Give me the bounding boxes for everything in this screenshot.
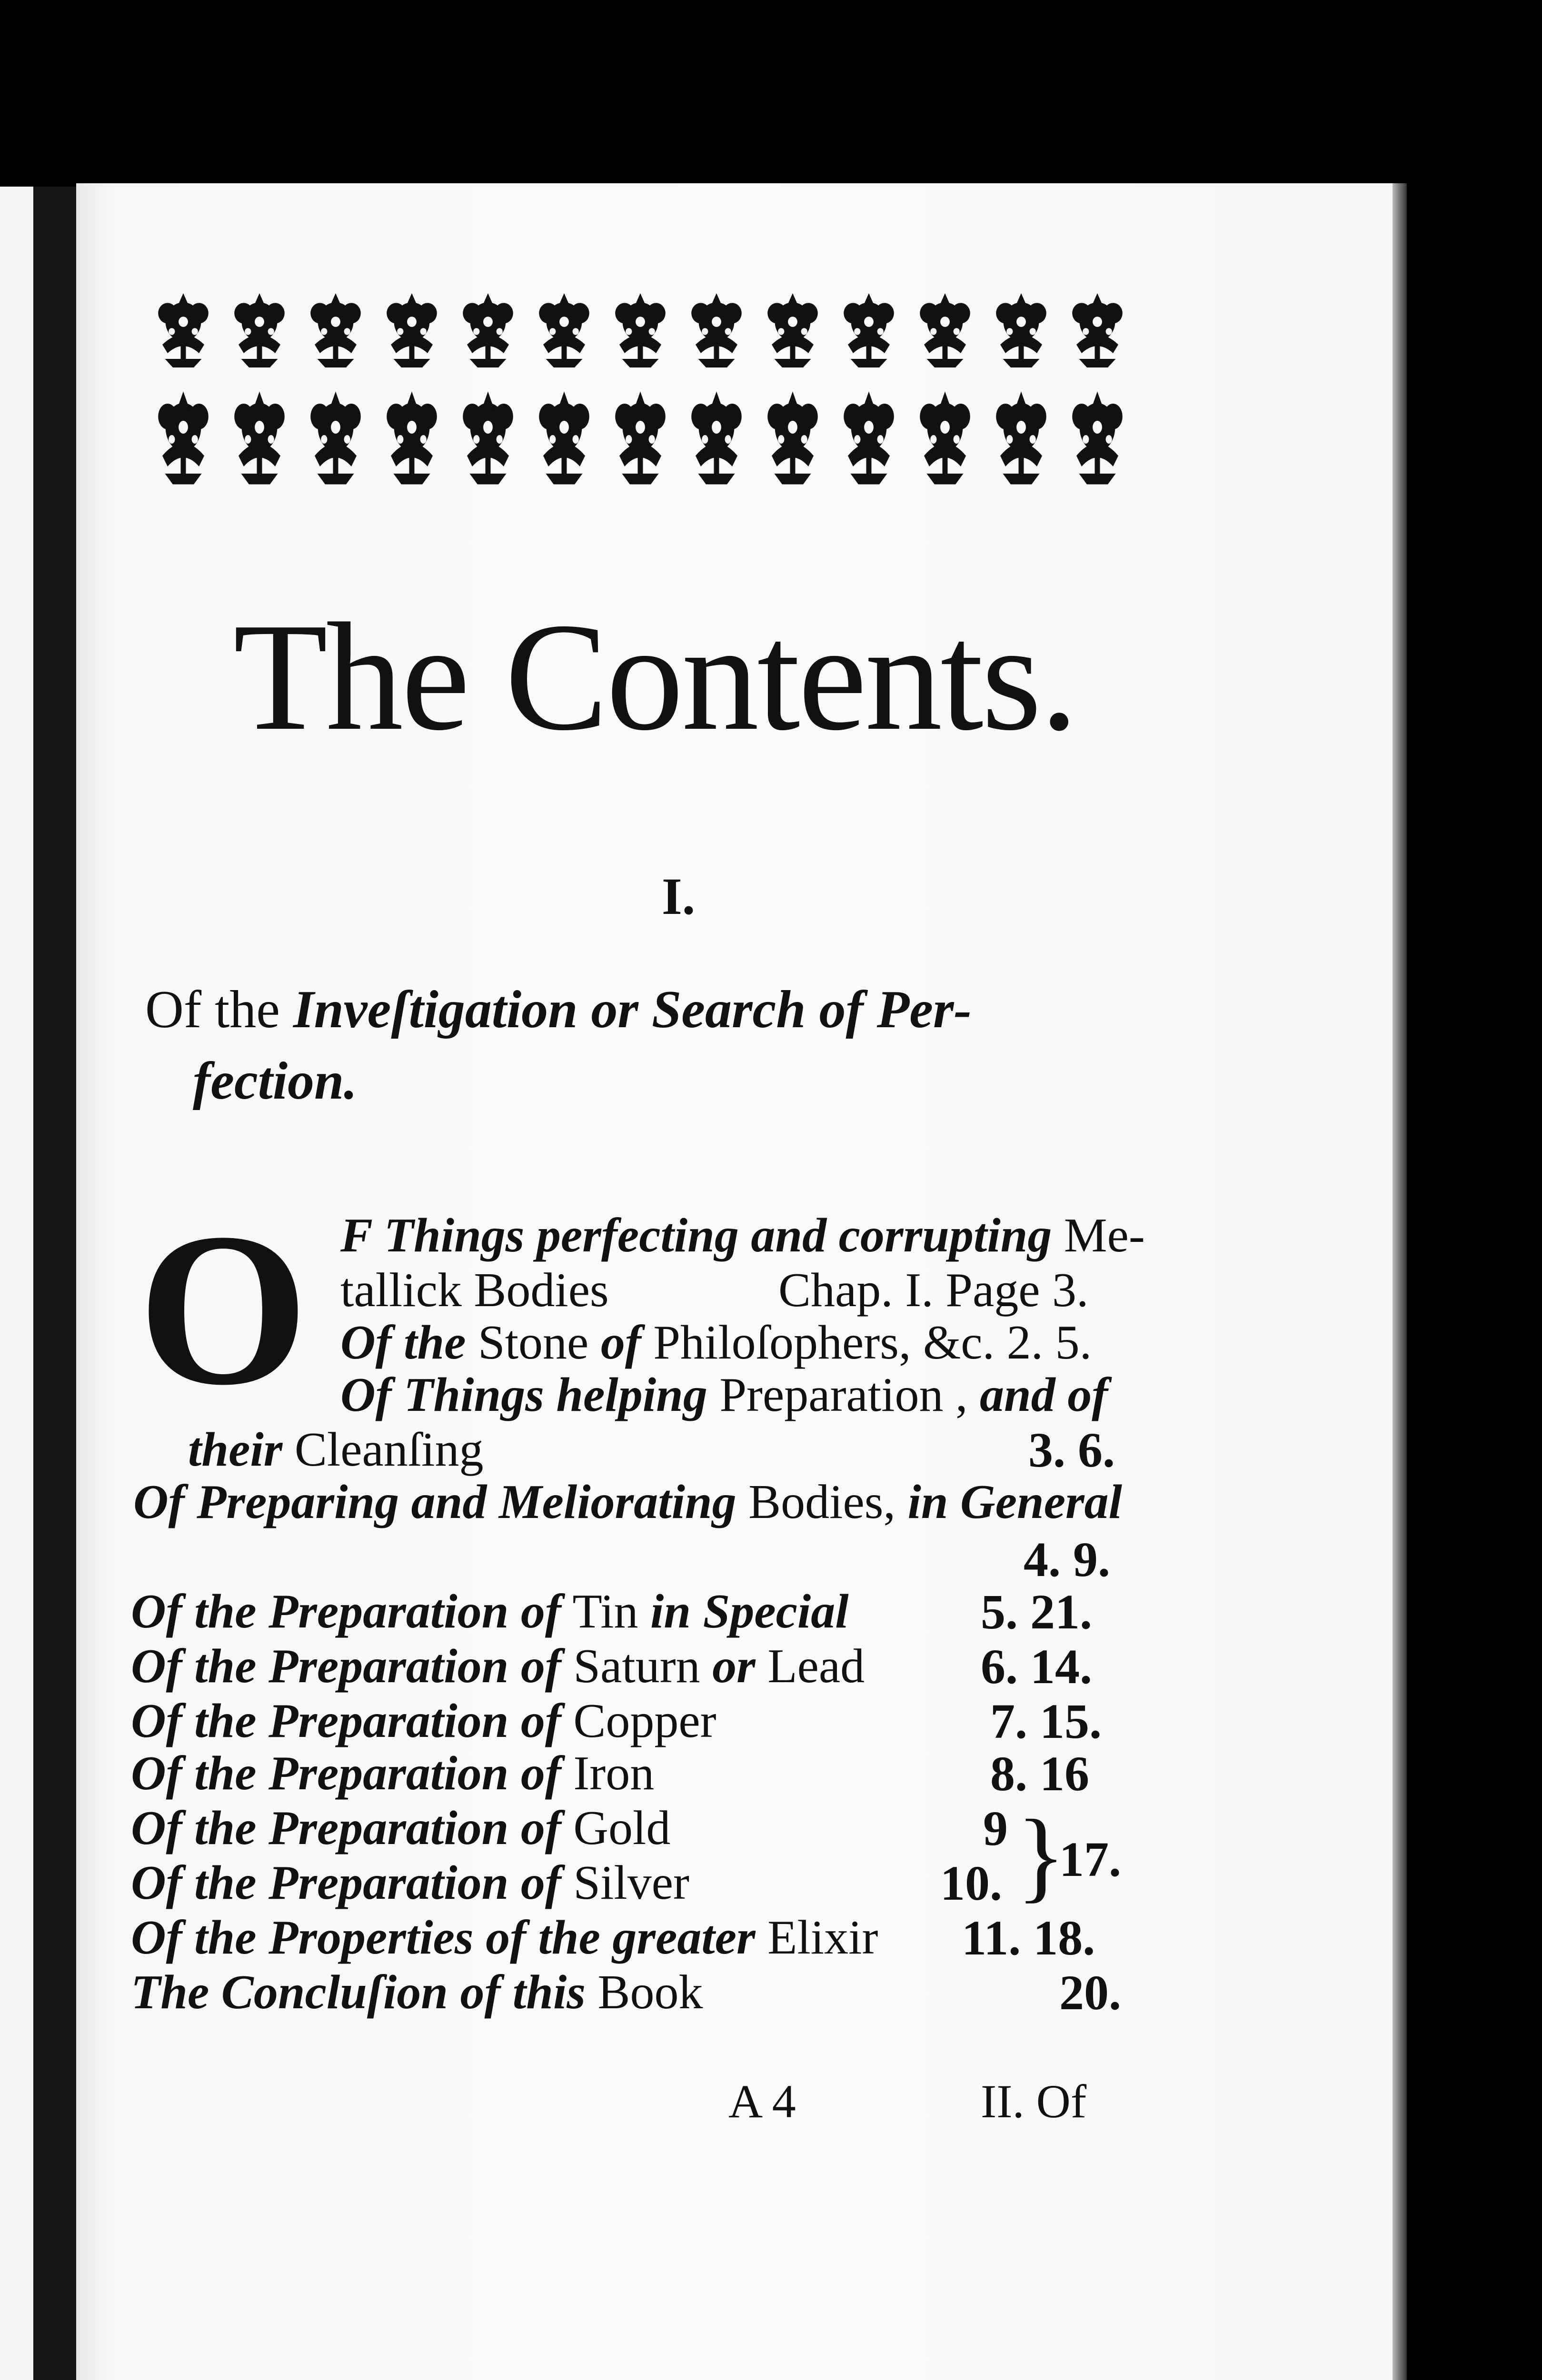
section-heading-line1 bbox=[145, 980, 972, 1039]
contents-entry-tin: Of the Preparation of Tin in Special bbox=[131, 1585, 849, 1638]
contents-entry-1: F Things perfecting and corrupting Me- bbox=[340, 1209, 1145, 1262]
contents-entry-silver: Of the Preparation of Silver bbox=[131, 1856, 689, 1910]
section-heading-line2: fection. bbox=[193, 1051, 358, 1111]
contents-entry-iron: Of the Preparation of Iron bbox=[131, 1746, 655, 1800]
entry-elixir-numbers: 11. 18. bbox=[962, 1911, 1095, 1965]
entry-copper-numbers: 7. 15. bbox=[990, 1694, 1102, 1749]
contents-entry-6: Of Preparing and Meliorating Bodies, in General bbox=[133, 1475, 1123, 1529]
entry-iron-numbers: 8. 16 bbox=[990, 1746, 1089, 1801]
contents-entry-gold: Of the Preparation of Gold bbox=[131, 1801, 671, 1855]
entry-conclusion-number: 20. bbox=[1059, 1965, 1121, 2020]
chapter-page-ref: Chap. I. Page 3. bbox=[778, 1263, 1089, 1317]
contents-entry-4: Of Things helping Preparation , and of bbox=[340, 1368, 1108, 1422]
facing-page-edge bbox=[0, 187, 33, 2380]
brace-icon: } bbox=[1016, 1798, 1066, 1912]
drop-capital: O bbox=[138, 1188, 308, 1430]
entry-tin-numbers: 5. 21. bbox=[981, 1585, 1092, 1639]
section-heading-roman: Of the bbox=[145, 980, 294, 1039]
page-title: The Contents. bbox=[233, 591, 1077, 763]
printers-ornament bbox=[148, 286, 1176, 486]
contents-entry-conclusion: The Concluſion of this Book bbox=[131, 1965, 703, 2019]
contents-entry-elixir: Of the Properties of the greater Elixir bbox=[131, 1911, 878, 1964]
contents-entry-copper: Of the Preparation of Copper bbox=[131, 1694, 716, 1748]
entry-5-numbers: 3. 6. bbox=[1028, 1423, 1115, 1478]
entry-6-numbers: 4. 9. bbox=[1024, 1532, 1110, 1587]
section-heading-italic: Inveſtigation or Search of Per- bbox=[293, 980, 972, 1039]
signature-mark: A 4 bbox=[728, 2075, 796, 2128]
contents-entry-3: Of the Stone of Philoſophers, &c. 2. 5. bbox=[340, 1316, 1092, 1369]
entry-lead-numbers: 6. 14. bbox=[981, 1639, 1092, 1694]
entry-gold-number: 9 bbox=[983, 1801, 1008, 1856]
entry-silver-number: 10. bbox=[940, 1856, 1002, 1911]
catchword: II. Of bbox=[981, 2075, 1087, 2128]
contents-entry-5: their Cleanſing bbox=[188, 1423, 484, 1477]
contents-entry-lead: Of the Preparation of Saturn or Lead bbox=[131, 1639, 865, 1693]
section-number: I. bbox=[662, 867, 696, 925]
gold-silver-shared-page: 17. bbox=[1059, 1832, 1121, 1887]
contents-entry-2: tallick Bodies bbox=[340, 1263, 609, 1317]
binding-gutter bbox=[33, 187, 79, 2380]
page-edge-shadow bbox=[1393, 183, 1407, 2380]
